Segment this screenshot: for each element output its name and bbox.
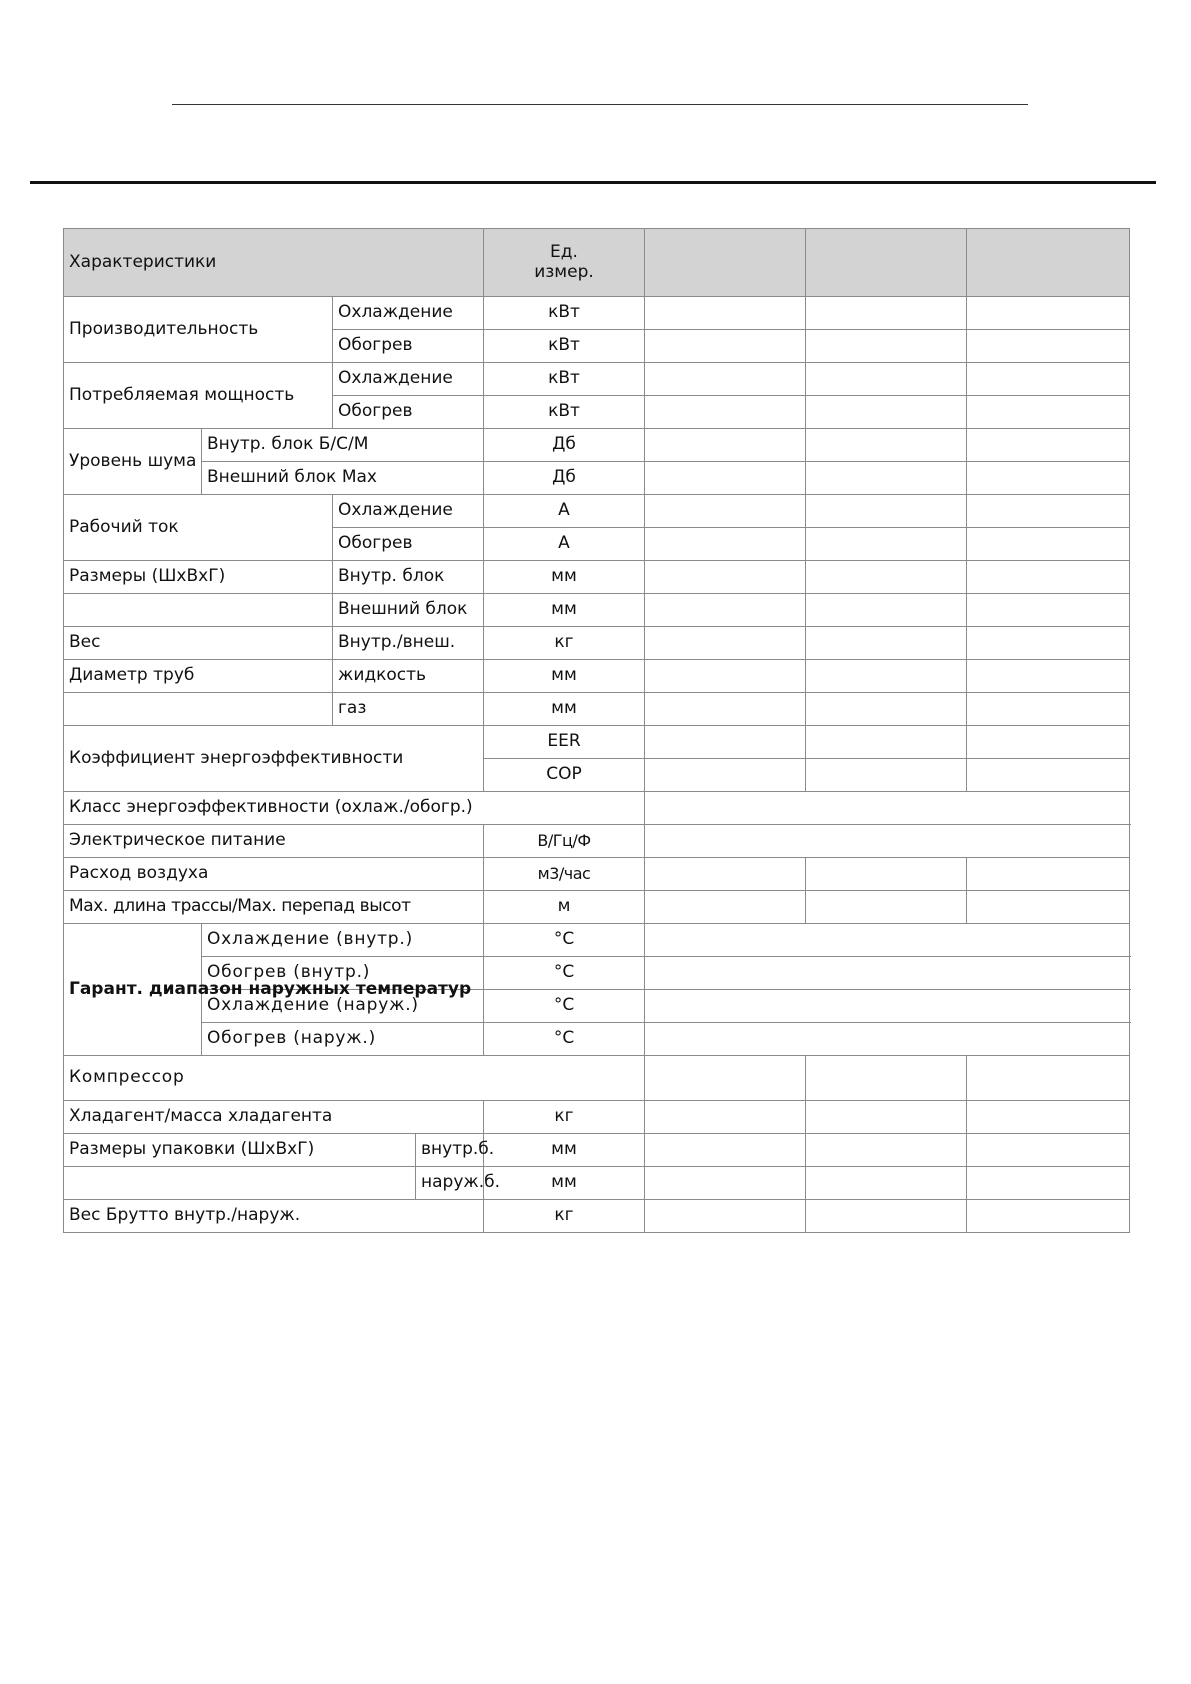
- value-cell: [806, 891, 967, 924]
- value-cell-wide: [645, 1023, 1130, 1056]
- value-cell: [967, 1101, 1130, 1134]
- table-row: [64, 1056, 1130, 1101]
- unit-cop: COP: [484, 759, 645, 792]
- table-row: [64, 858, 1130, 891]
- value-cell: [806, 495, 967, 528]
- unit-cell: °С: [484, 924, 645, 957]
- header-unit-line1: Ед.: [550, 241, 578, 262]
- value-cell: [967, 1134, 1130, 1167]
- value-cell: [806, 693, 967, 726]
- value-cell: [806, 858, 967, 891]
- value-cell: [967, 297, 1130, 330]
- table-row: [64, 594, 1130, 627]
- value-cell: [967, 858, 1130, 891]
- row-label-power-supply: Электрическое питание: [64, 825, 484, 858]
- value-cell: [645, 528, 806, 561]
- empty-label-cell: [64, 594, 333, 627]
- sub-cooling: Охлаждение: [333, 363, 484, 396]
- sub-cool-in: Охлаждение (внутр.): [202, 924, 484, 957]
- table-row: [64, 462, 1130, 495]
- row-label-noise: Уровень шума: [64, 429, 202, 495]
- value-cell: [967, 363, 1130, 396]
- value-cell: [967, 1200, 1130, 1233]
- value-cell: [967, 396, 1130, 429]
- value-cell-wide: [645, 792, 1130, 825]
- unit-cell: кг: [484, 1101, 645, 1134]
- value-cell: [806, 528, 967, 561]
- value-cell: [645, 330, 806, 363]
- value-cell: [645, 429, 806, 462]
- unit-cell: м3/час: [484, 858, 645, 891]
- sub-package-indoor: внутр.б.: [416, 1134, 484, 1167]
- row-label-weight: Вес: [64, 627, 333, 660]
- value-cell: [967, 627, 1130, 660]
- value-cell: [806, 759, 967, 792]
- value-cell: [806, 330, 967, 363]
- unit-cell: мм: [484, 594, 645, 627]
- value-cell: [806, 1101, 967, 1134]
- value-cell: [806, 1167, 967, 1200]
- value-cell: [645, 1056, 806, 1101]
- value-cell: [645, 495, 806, 528]
- value-cell: [645, 858, 806, 891]
- table-row: [64, 990, 1130, 1023]
- header-unit: [484, 229, 645, 297]
- value-cell: [645, 759, 806, 792]
- unit-cell: кВт: [484, 396, 645, 429]
- value-cell: [645, 693, 806, 726]
- row-label-pipe: Диаметр труб: [64, 660, 333, 693]
- sub-cool-out: Охлаждение (наруж.): [202, 990, 484, 1023]
- row-label-gross-weight: Вес Брутто внутр./наруж.: [64, 1200, 484, 1233]
- unit-cell: кг: [484, 1200, 645, 1233]
- value-cell: [967, 594, 1130, 627]
- table-row: [64, 924, 1130, 957]
- unit-cell: кВт: [484, 363, 645, 396]
- value-cell: [967, 495, 1130, 528]
- unit-cell: А: [484, 495, 645, 528]
- value-cell: [967, 528, 1130, 561]
- value-cell: [806, 660, 967, 693]
- sub-heating: Обогрев: [333, 528, 484, 561]
- sub-dim-indoor: Внутр. блок: [333, 561, 484, 594]
- table-row: [64, 1023, 1130, 1056]
- unit-cell: мм: [484, 561, 645, 594]
- table-row: [64, 891, 1130, 924]
- unit-cell: кВт: [484, 330, 645, 363]
- row-label-pipe-length: Max. длина трассы/Max. перепад высот: [64, 891, 484, 924]
- model-col-2: [806, 229, 967, 297]
- table-row: [64, 627, 1130, 660]
- sub-heat-out: Обогрев (наруж.): [202, 1023, 484, 1056]
- table-row: [64, 792, 1130, 825]
- row-label-efficiency: Коэффициент энергоэффективности: [64, 726, 484, 792]
- unit-cell: кг: [484, 627, 645, 660]
- value-cell: [645, 297, 806, 330]
- sub-noise-indoor: Внутр. блок Б/С/М: [202, 429, 484, 462]
- value-cell: [967, 330, 1130, 363]
- value-cell: [645, 594, 806, 627]
- empty-label-cell: [64, 693, 333, 726]
- sub-gas: газ: [333, 693, 484, 726]
- sub-noise-outdoor: Внешний блок Max: [202, 462, 484, 495]
- value-cell: [806, 396, 967, 429]
- table-row: [64, 726, 1130, 759]
- row-label-airflow: Расход воздуха: [64, 858, 484, 891]
- sub-weight: Внутр./внеш.: [333, 627, 484, 660]
- value-cell: [806, 1056, 967, 1101]
- row-label-package: Размеры упаковки (ШхВхГ): [64, 1134, 416, 1167]
- row-label-temp-range: Гарант. диапазон наружных температур: [64, 924, 202, 1056]
- value-cell: [967, 891, 1130, 924]
- value-cell: [645, 660, 806, 693]
- model-col-3: [967, 229, 1130, 297]
- unit-cell: мм: [484, 693, 645, 726]
- value-cell-wide: [645, 825, 1130, 858]
- sub-cooling: Охлаждение: [333, 297, 484, 330]
- row-label-refrigerant: Хладагент/масса хладагента: [64, 1101, 484, 1134]
- value-cell: [806, 1134, 967, 1167]
- value-cell: [645, 462, 806, 495]
- top-thin-rule: [172, 104, 1028, 105]
- model-col-1: [645, 229, 806, 297]
- table-row: [64, 660, 1130, 693]
- unit-eer: EER: [484, 726, 645, 759]
- unit-cell: кВт: [484, 297, 645, 330]
- table-row: [64, 1101, 1130, 1134]
- table-row: [64, 429, 1130, 462]
- value-cell: [645, 1200, 806, 1233]
- table-row: [64, 495, 1130, 528]
- value-cell: [645, 396, 806, 429]
- sub-dim-outdoor: Внешний блок: [333, 594, 484, 627]
- sub-cooling: Охлаждение: [333, 495, 484, 528]
- table-header-row: [64, 229, 1130, 297]
- unit-cell: °С: [484, 990, 645, 1023]
- value-cell-wide: [645, 924, 1130, 957]
- unit-cell: Дб: [484, 462, 645, 495]
- header-characteristics: Характеристики: [64, 229, 484, 297]
- value-cell: [967, 1167, 1130, 1200]
- value-cell: [645, 363, 806, 396]
- row-label-compressor: Компрессор: [64, 1056, 645, 1101]
- value-cell: [806, 363, 967, 396]
- sub-heat-in: Обогрев (внутр.): [202, 957, 484, 990]
- table-row: [64, 1134, 1130, 1167]
- table-row: [64, 561, 1130, 594]
- row-label-power: Потребляемая мощность: [64, 363, 333, 429]
- unit-cell: °С: [484, 1023, 645, 1056]
- unit-cell: Дб: [484, 429, 645, 462]
- value-cell: [967, 660, 1130, 693]
- row-label-dimensions: Размеры (ШхВхГ): [64, 561, 333, 594]
- value-cell: [806, 627, 967, 660]
- value-cell: [645, 561, 806, 594]
- unit-cell: °С: [484, 957, 645, 990]
- table-row: [64, 297, 1130, 330]
- unit-cell: мм: [484, 660, 645, 693]
- value-cell: [806, 594, 967, 627]
- unit-cell: В/Гц/Ф: [484, 825, 645, 858]
- table-row: [64, 693, 1130, 726]
- value-cell: [645, 627, 806, 660]
- unit-cell: мм: [484, 1167, 645, 1200]
- value-cell: [967, 429, 1130, 462]
- value-cell: [806, 297, 967, 330]
- unit-cell: А: [484, 528, 645, 561]
- table-row: [64, 825, 1130, 858]
- value-cell: [806, 1200, 967, 1233]
- empty-label-cell: [64, 1167, 416, 1200]
- value-cell: [967, 759, 1130, 792]
- row-label-capacity: Производительность: [64, 297, 333, 363]
- sub-liquid: жидкость: [333, 660, 484, 693]
- value-cell: [967, 561, 1130, 594]
- value-cell: [806, 462, 967, 495]
- row-label-energy-class: Класс энергоэффективности (охлаж./обогр.): [64, 792, 645, 825]
- row-label-current: Рабочий ток: [64, 495, 333, 561]
- unit-cell: м: [484, 891, 645, 924]
- value-cell: [967, 693, 1130, 726]
- table-row: [64, 1200, 1130, 1233]
- value-cell: [645, 891, 806, 924]
- value-cell: [645, 1134, 806, 1167]
- sub-heating: Обогрев: [333, 396, 484, 429]
- header-unit-line2: измер.: [534, 261, 594, 282]
- value-cell: [645, 726, 806, 759]
- value-cell-wide: [645, 957, 1130, 990]
- sub-package-outdoor: наруж.б.: [416, 1167, 484, 1200]
- value-cell: [967, 1056, 1130, 1101]
- value-cell: [645, 1167, 806, 1200]
- unit-cell: мм: [484, 1134, 645, 1167]
- spec-table: [63, 228, 1130, 1233]
- table-row: [64, 1167, 1130, 1200]
- value-cell: [806, 561, 967, 594]
- value-cell: [967, 726, 1130, 759]
- sub-heating: Обогрев: [333, 330, 484, 363]
- value-cell: [806, 429, 967, 462]
- header-thick-rule: [30, 181, 1156, 184]
- value-cell-wide: [645, 990, 1130, 1023]
- value-cell: [967, 462, 1130, 495]
- value-cell: [806, 726, 967, 759]
- table-row: [64, 363, 1130, 396]
- value-cell: [645, 1101, 806, 1134]
